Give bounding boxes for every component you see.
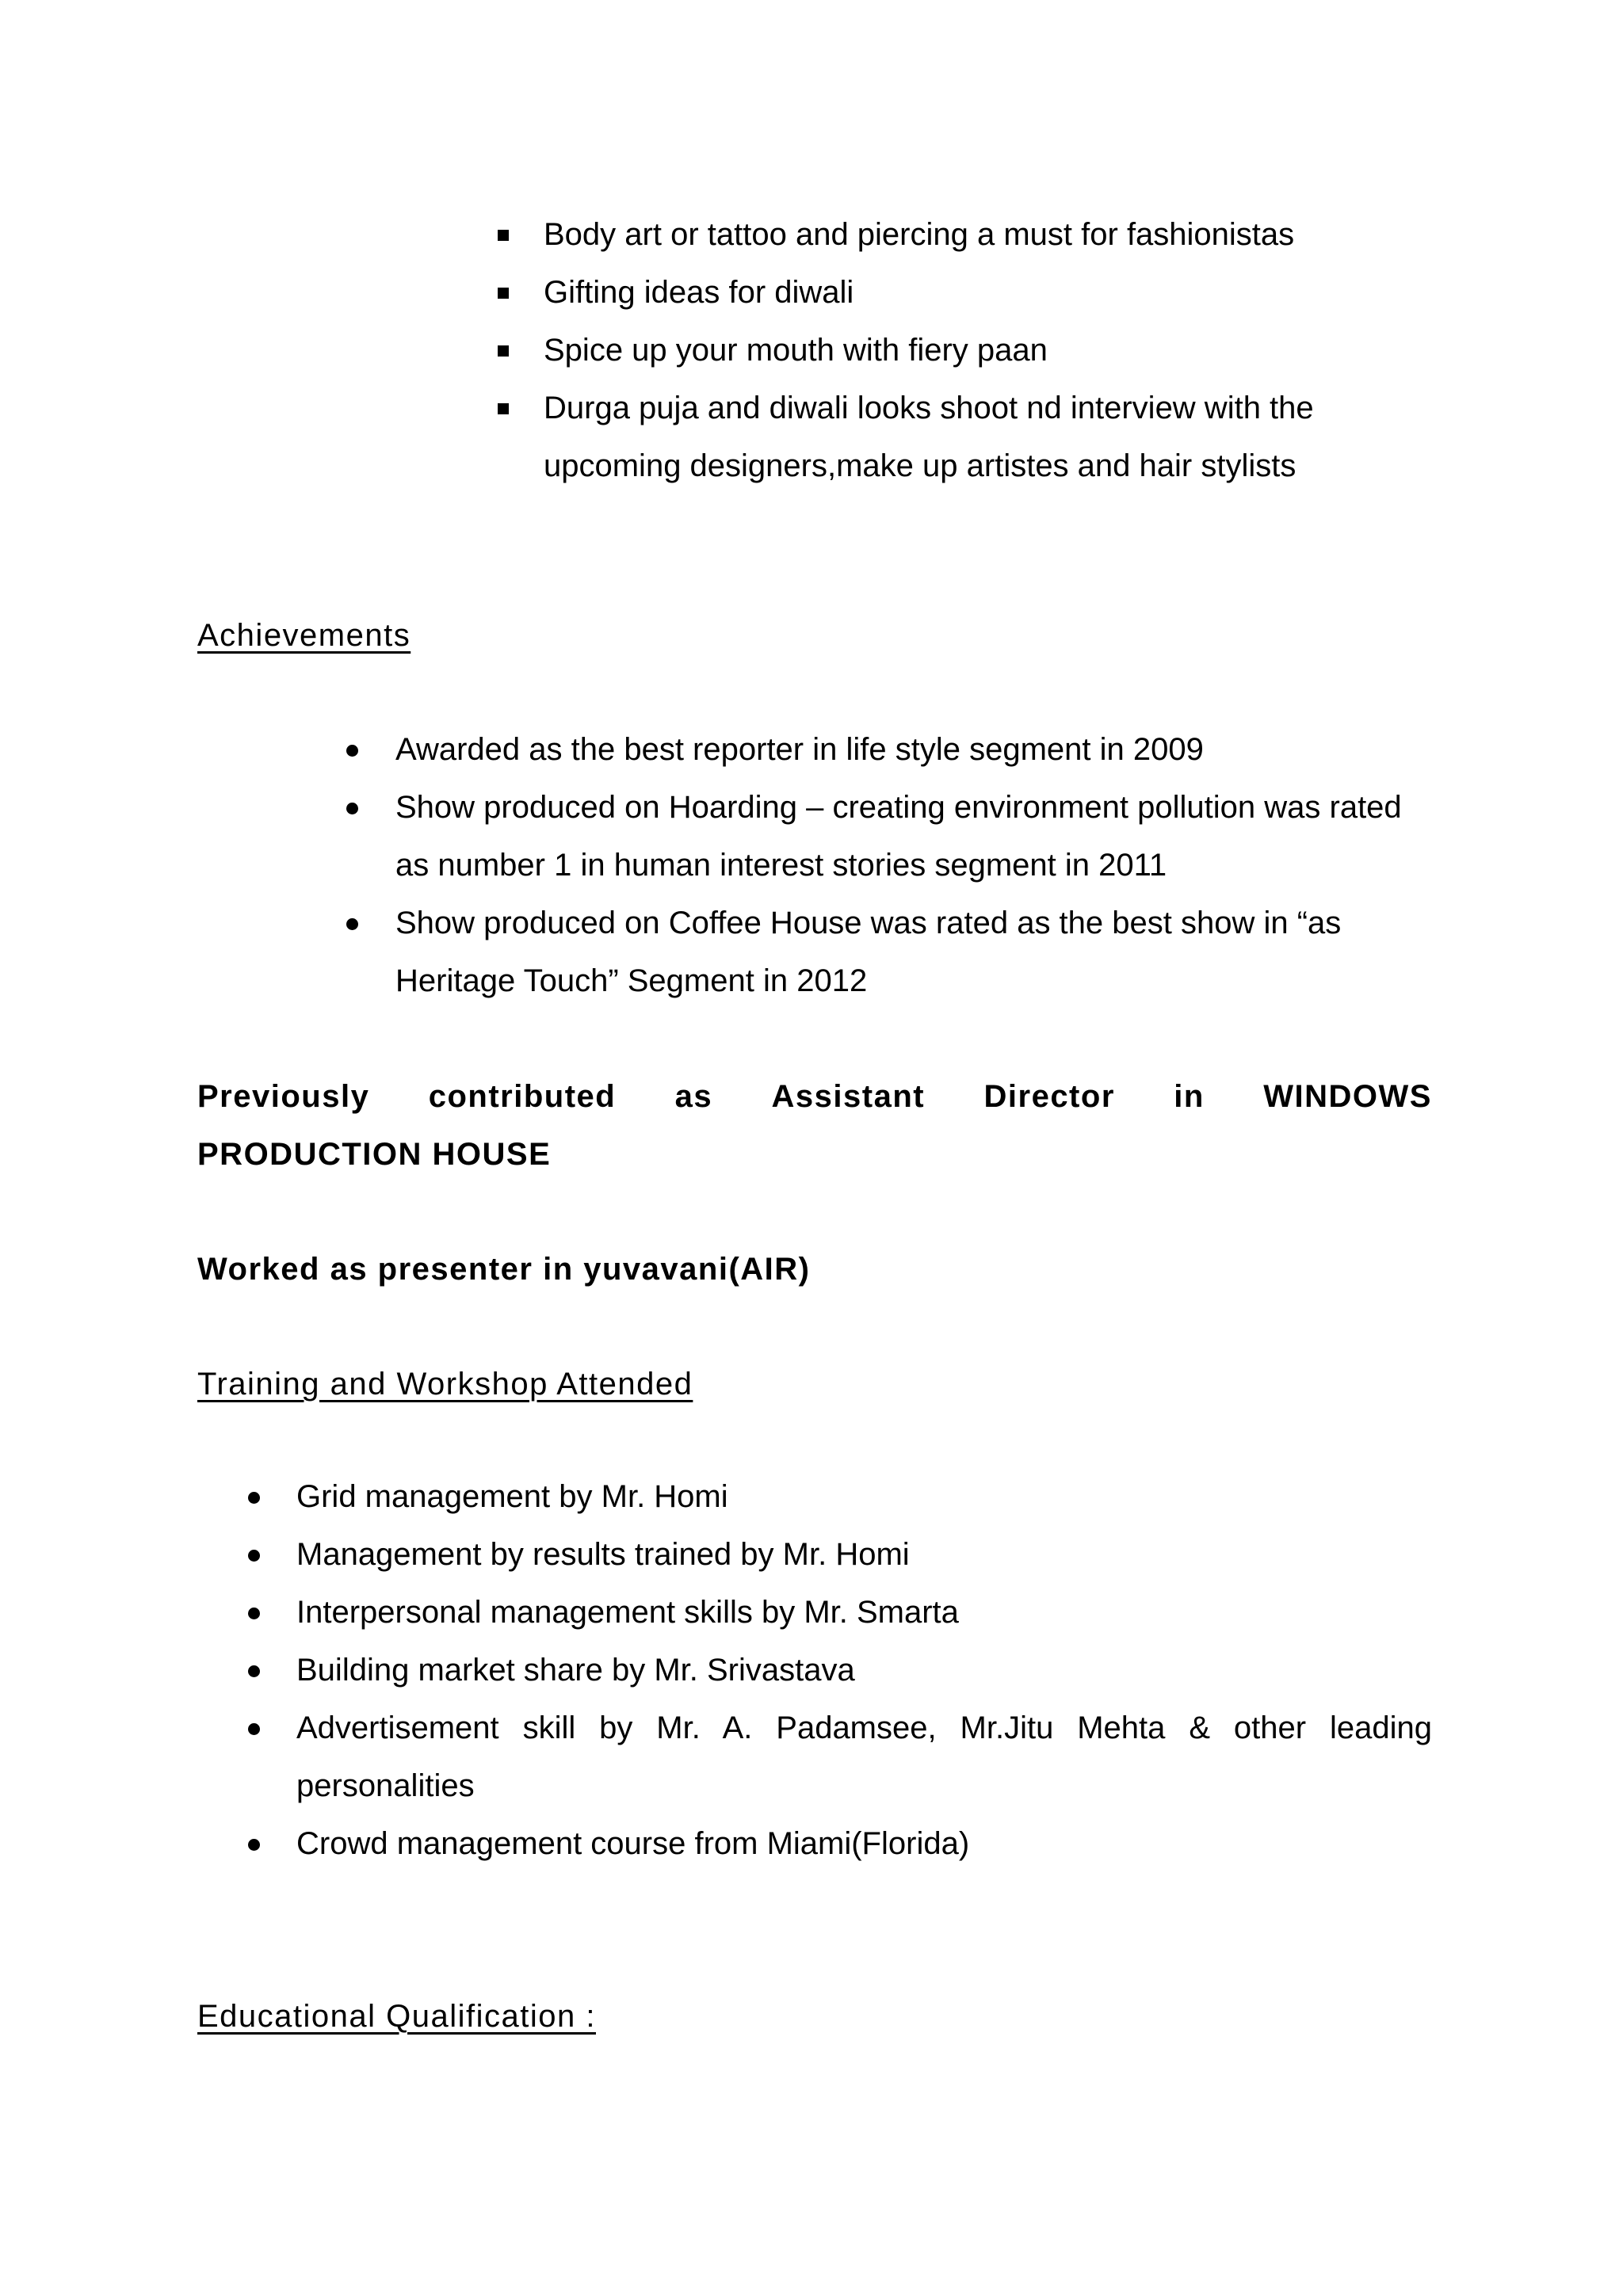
achievements-heading: Achievements [197,618,411,653]
disc-bullet-icon [346,918,358,930]
training-heading: Training and Workshop Attended [197,1367,693,1402]
list-item: Building market share by Mr. Srivastava [296,1642,1432,1699]
achievements-list [395,721,1442,1010]
presenter-line: Worked as presenter in yuvavani(AIR) [197,1252,811,1287]
disc-bullet-icon [248,1492,260,1504]
square-bullet-icon [498,230,509,241]
disc-bullet-icon [346,745,358,757]
education-heading: Educational Qualification : [197,1999,596,2034]
list-item: Interpersonal management skills by Mr. Smarta [296,1584,1432,1642]
topics-list [544,206,1423,495]
list-item: Spice up your mouth with fiery paan [544,322,1423,379]
disc-bullet-icon [248,1550,260,1562]
square-bullet-icon [498,345,509,357]
list-item: Advertisement skill by Mr. A. Padamsee, Mr.Jitu Mehta & other leading personalities [296,1699,1432,1815]
list-item: Durga puja and diwali looks shoot nd interview with the upcoming designers,make up artistes and hair stylists [544,379,1423,495]
training-list [296,1468,1432,1873]
previous-role-line2: PRODUCTION HOUSE [197,1137,552,1172]
disc-bullet-icon [248,1665,260,1677]
disc-bullet-icon [346,803,358,814]
disc-bullet-icon [248,1723,260,1735]
previous-role-paragraph [197,1068,1432,1184]
disc-bullet-icon [248,1608,260,1619]
square-bullet-icon [498,403,509,414]
disc-bullet-icon [248,1839,260,1851]
list-item: Grid management by Mr. Homi [296,1468,1432,1526]
previous-role-line: Previously contributed as Assistant Director in WINDOWS [197,1079,1432,1114]
square-bullet-icon [498,288,509,299]
list-item: Crowd management course from Miami(Florida) [296,1815,1432,1873]
list-item: Awarded as the best reporter in life style segment in 2009 [395,721,1442,779]
list-item: Show produced on Coffee House was rated as the best show in “as Heritage Touch” Segment in 2012 [395,894,1442,1010]
list-item: Show produced on Hoarding – creating environment pollution was rated as number 1 in human interest stories segment in 2011 [395,779,1442,894]
list-item: Body art or tattoo and piercing a must for fashionistas [544,206,1423,264]
list-item: Management by results trained by Mr. Homi [296,1526,1432,1584]
list-item: Gifting ideas for diwali [544,264,1423,322]
